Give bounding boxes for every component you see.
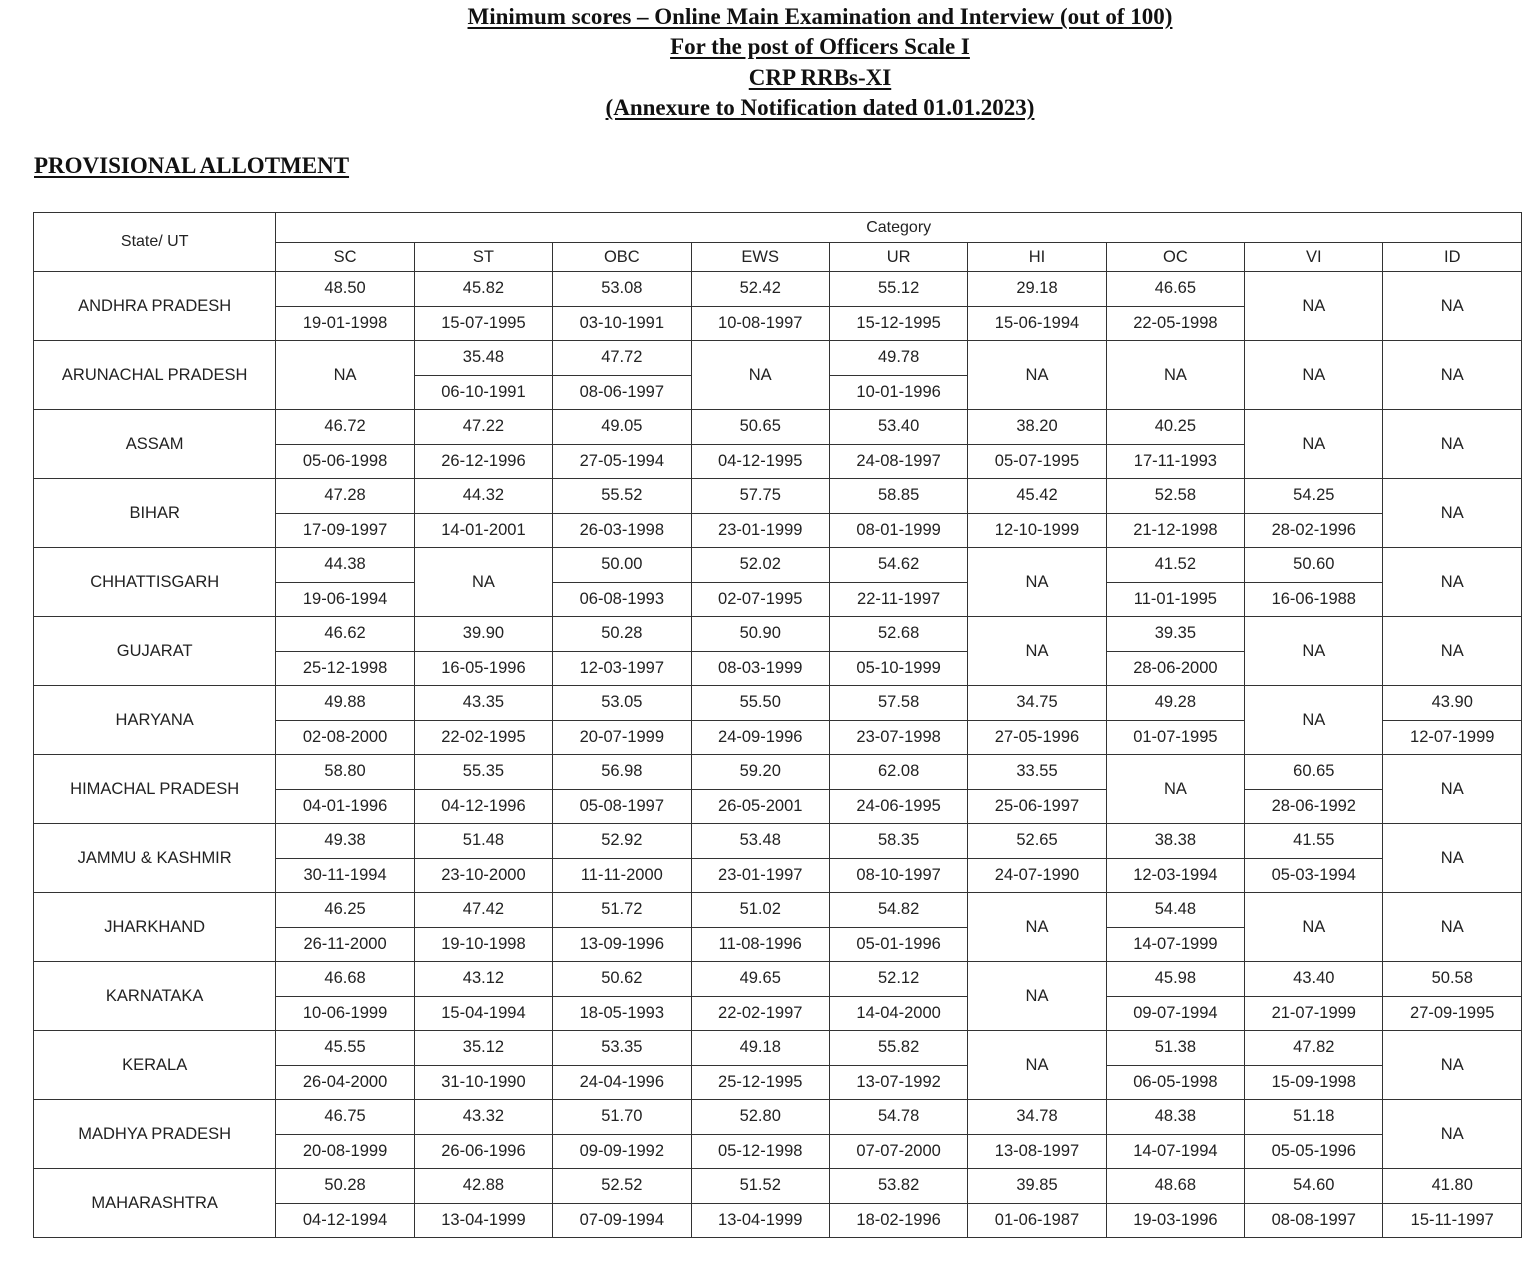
score-cell: 38.20 xyxy=(968,410,1106,445)
date-cell: 18-02-1996 xyxy=(829,1203,967,1238)
score-cell: 52.42 xyxy=(691,272,829,307)
score-cell: 41.55 xyxy=(1245,824,1383,859)
score-cell: 51.70 xyxy=(553,1100,691,1135)
date-cell: 10-08-1997 xyxy=(691,306,829,341)
date-cell: 05-06-1998 xyxy=(276,444,414,479)
column-header-sc: SC xyxy=(276,243,414,272)
date-cell: 24-06-1995 xyxy=(829,789,967,824)
date-cell: 10-01-1996 xyxy=(829,375,967,410)
na-cell: NA xyxy=(276,341,414,410)
column-header-obc: OBC xyxy=(553,243,691,272)
date-cell: 05-01-1996 xyxy=(829,927,967,962)
score-cell: 52.58 xyxy=(1106,479,1244,514)
table-row xyxy=(34,755,1522,790)
score-cell: 57.75 xyxy=(691,479,829,514)
score-cell: 53.82 xyxy=(829,1169,967,1204)
date-cell: 11-11-2000 xyxy=(553,858,691,893)
score-cell: 45.42 xyxy=(968,479,1106,514)
date-cell: 12-03-1997 xyxy=(553,651,691,686)
score-cell: 57.58 xyxy=(829,686,967,721)
date-cell: 27-05-1996 xyxy=(968,720,1106,755)
date-cell: 31-10-1990 xyxy=(414,1065,552,1100)
date-cell: 08-03-1999 xyxy=(691,651,829,686)
table-row xyxy=(34,1100,1522,1135)
score-cell: 46.75 xyxy=(276,1100,414,1135)
score-cell: 43.40 xyxy=(1245,962,1383,997)
state-name: CHHATTISGARH xyxy=(34,548,276,617)
date-cell: 26-05-2001 xyxy=(691,789,829,824)
date-cell: 11-08-1996 xyxy=(691,927,829,962)
score-cell: 49.38 xyxy=(276,824,414,859)
score-cell: 50.62 xyxy=(553,962,691,997)
score-cell: 51.18 xyxy=(1245,1100,1383,1135)
score-cell: 58.85 xyxy=(829,479,967,514)
score-cell: 41.80 xyxy=(1383,1169,1522,1204)
score-cell: 50.58 xyxy=(1383,962,1522,997)
score-cell: 50.90 xyxy=(691,617,829,652)
date-cell: 14-07-1994 xyxy=(1106,1134,1244,1169)
na-cell: NA xyxy=(968,617,1106,686)
na-cell: NA xyxy=(1245,410,1383,479)
score-cell: 43.35 xyxy=(414,686,552,721)
state-name: GUJARAT xyxy=(34,617,276,686)
title-line-1: Minimum scores – Online Main Examination and Interview (out of 100) xyxy=(467,4,1173,29)
date-cell: 15-11-1997 xyxy=(1383,1203,1522,1238)
score-cell: 42.88 xyxy=(414,1169,552,1204)
score-cell: 56.98 xyxy=(553,755,691,790)
score-cell: 45.98 xyxy=(1106,962,1244,997)
score-cell: 50.00 xyxy=(553,548,691,583)
score-cell: 39.35 xyxy=(1106,617,1244,652)
state-name: JHARKHAND xyxy=(34,893,276,962)
date-cell: 09-09-1992 xyxy=(553,1134,691,1169)
date-cell: 24-07-1990 xyxy=(968,858,1106,893)
na-cell: NA xyxy=(968,962,1106,1031)
date-cell: 04-12-1994 xyxy=(276,1203,414,1238)
na-cell: NA xyxy=(1383,548,1522,617)
date-cell: 23-01-1997 xyxy=(691,858,829,893)
date-cell: 05-03-1994 xyxy=(1245,858,1383,893)
na-cell: NA xyxy=(1383,479,1522,548)
date-cell: 12-07-1999 xyxy=(1383,720,1522,755)
score-cell: 55.12 xyxy=(829,272,967,307)
date-cell: 19-03-1996 xyxy=(1106,1203,1244,1238)
date-cell: 10-06-1999 xyxy=(276,996,414,1031)
na-cell: NA xyxy=(1383,410,1522,479)
score-cell: 54.60 xyxy=(1245,1169,1383,1204)
date-cell: 09-07-1994 xyxy=(1106,996,1244,1031)
title-line-4: (Annexure to Notification dated 01.01.2023) xyxy=(605,95,1035,121)
na-cell: NA xyxy=(1383,1100,1522,1169)
date-cell: 22-02-1997 xyxy=(691,996,829,1031)
date-cell: 06-10-1991 xyxy=(414,375,552,410)
na-cell: NA xyxy=(968,341,1106,410)
date-cell: 21-12-1998 xyxy=(1106,513,1244,548)
table-row xyxy=(34,962,1522,997)
score-cell: 50.65 xyxy=(691,410,829,445)
score-cell: 49.05 xyxy=(553,410,691,445)
date-cell: 15-12-1995 xyxy=(829,306,967,341)
date-cell: 15-06-1994 xyxy=(968,306,1106,341)
date-cell: 15-07-1995 xyxy=(414,306,552,341)
table-row xyxy=(34,548,1522,583)
date-cell: 19-06-1994 xyxy=(276,582,414,617)
score-cell: 49.88 xyxy=(276,686,414,721)
na-cell: NA xyxy=(1383,617,1522,686)
date-cell: 22-02-1995 xyxy=(414,720,552,755)
score-cell: 50.28 xyxy=(276,1169,414,1204)
table-row xyxy=(34,479,1522,514)
score-cell: 51.48 xyxy=(414,824,552,859)
date-cell: 23-07-1998 xyxy=(829,720,967,755)
date-cell: 28-06-2000 xyxy=(1106,651,1244,686)
score-cell: 52.80 xyxy=(691,1100,829,1135)
score-cell: 35.48 xyxy=(414,341,552,376)
na-cell: NA xyxy=(1245,341,1383,410)
score-cell: 55.82 xyxy=(829,1031,967,1066)
score-cell: 50.28 xyxy=(553,617,691,652)
score-cell: 58.35 xyxy=(829,824,967,859)
date-cell: 26-04-2000 xyxy=(276,1065,414,1100)
date-cell: 05-10-1999 xyxy=(829,651,967,686)
date-cell: 28-02-1996 xyxy=(1245,513,1383,548)
table-row xyxy=(34,617,1522,652)
title-line-3: CRP RRBs-XI xyxy=(748,64,892,90)
score-cell: 53.40 xyxy=(829,410,967,445)
score-cell: 55.35 xyxy=(414,755,552,790)
table-row xyxy=(34,341,1522,376)
date-cell: 24-08-1997 xyxy=(829,444,967,479)
score-cell: 52.65 xyxy=(968,824,1106,859)
date-cell: 03-10-1991 xyxy=(553,306,691,341)
date-cell: 05-08-1997 xyxy=(553,789,691,824)
score-cell: 55.52 xyxy=(553,479,691,514)
date-cell: 12-10-1999 xyxy=(968,513,1106,548)
date-cell: 18-05-1993 xyxy=(553,996,691,1031)
date-cell: 17-09-1997 xyxy=(276,513,414,548)
date-cell: 13-04-1999 xyxy=(414,1203,552,1238)
date-cell: 16-05-1996 xyxy=(414,651,552,686)
date-cell: 15-04-1994 xyxy=(414,996,552,1031)
date-cell: 12-03-1994 xyxy=(1106,858,1244,893)
date-cell: 16-06-1988 xyxy=(1245,582,1383,617)
na-cell: NA xyxy=(414,548,552,617)
score-cell: 39.85 xyxy=(968,1169,1106,1204)
date-cell: 24-04-1996 xyxy=(553,1065,691,1100)
date-cell: 08-01-1999 xyxy=(829,513,967,548)
date-cell: 19-01-1998 xyxy=(276,306,414,341)
state-name: HIMACHAL PRADESH xyxy=(34,755,276,824)
score-cell: 54.25 xyxy=(1245,479,1383,514)
date-cell: 21-07-1999 xyxy=(1245,996,1383,1031)
score-cell: 52.68 xyxy=(829,617,967,652)
na-cell: NA xyxy=(1245,617,1383,686)
state-name: ASSAM xyxy=(34,410,276,479)
date-cell: 25-06-1997 xyxy=(968,789,1106,824)
na-cell: NA xyxy=(968,548,1106,617)
column-header-oc: OC xyxy=(1106,243,1244,272)
score-cell: 49.65 xyxy=(691,962,829,997)
na-cell: NA xyxy=(1106,341,1244,410)
score-cell: 52.92 xyxy=(553,824,691,859)
column-header-ur: UR xyxy=(829,243,967,272)
score-cell: 47.82 xyxy=(1245,1031,1383,1066)
section-heading: PROVISIONAL ALLOTMENT xyxy=(34,153,350,178)
score-cell: 38.38 xyxy=(1106,824,1244,859)
date-cell: 08-08-1997 xyxy=(1245,1203,1383,1238)
date-cell: 17-11-1993 xyxy=(1106,444,1244,479)
score-cell: 29.18 xyxy=(968,272,1106,307)
score-cell: 35.12 xyxy=(414,1031,552,1066)
table-row xyxy=(34,1169,1522,1204)
score-cell: 51.52 xyxy=(691,1169,829,1204)
score-cell: 46.72 xyxy=(276,410,414,445)
date-cell: 05-05-1996 xyxy=(1245,1134,1383,1169)
date-cell: 13-07-1992 xyxy=(829,1065,967,1100)
date-cell: 28-06-1992 xyxy=(1245,789,1383,824)
date-cell: 01-06-1987 xyxy=(968,1203,1106,1238)
na-cell: NA xyxy=(691,341,829,410)
title-line-2: For the post of Officers Scale I xyxy=(670,34,970,60)
date-cell: 04-12-1996 xyxy=(414,789,552,824)
date-cell: 02-08-2000 xyxy=(276,720,414,755)
document-title xyxy=(0,2,1522,124)
score-cell: 54.48 xyxy=(1106,893,1244,928)
score-cell: 55.50 xyxy=(691,686,829,721)
date-cell: 11-01-1995 xyxy=(1106,582,1244,617)
score-cell: 41.52 xyxy=(1106,548,1244,583)
date-cell: 04-01-1996 xyxy=(276,789,414,824)
table-row xyxy=(34,1031,1522,1066)
date-cell: 24-09-1996 xyxy=(691,720,829,755)
score-cell: 54.78 xyxy=(829,1100,967,1135)
date-cell: 22-05-1998 xyxy=(1106,306,1244,341)
state-name: JAMMU & KASHMIR xyxy=(34,824,276,893)
date-cell: 30-11-1994 xyxy=(276,858,414,893)
score-cell: 46.62 xyxy=(276,617,414,652)
na-cell: NA xyxy=(1383,893,1522,962)
score-cell: 53.35 xyxy=(553,1031,691,1066)
date-cell: 23-10-2000 xyxy=(414,858,552,893)
score-cell: 51.02 xyxy=(691,893,829,928)
category-header: Category xyxy=(276,213,1522,243)
column-header-vi: VI xyxy=(1245,243,1383,272)
date-cell: 20-07-1999 xyxy=(553,720,691,755)
allotment-table xyxy=(33,212,1522,1238)
score-cell: 48.68 xyxy=(1106,1169,1244,1204)
score-cell: 49.78 xyxy=(829,341,967,376)
table-row xyxy=(34,824,1522,859)
na-cell: NA xyxy=(1383,1031,1522,1100)
na-cell: NA xyxy=(968,1031,1106,1100)
score-cell: 60.65 xyxy=(1245,755,1383,790)
date-cell: 05-12-1998 xyxy=(691,1134,829,1169)
score-cell: 44.32 xyxy=(414,479,552,514)
date-cell: 06-05-1998 xyxy=(1106,1065,1244,1100)
date-cell: 26-12-1996 xyxy=(414,444,552,479)
date-cell: 01-07-1995 xyxy=(1106,720,1244,755)
score-cell: 40.25 xyxy=(1106,410,1244,445)
na-cell: NA xyxy=(1383,824,1522,893)
na-cell: NA xyxy=(1383,272,1522,341)
score-cell: 46.25 xyxy=(276,893,414,928)
date-cell: 06-08-1993 xyxy=(553,582,691,617)
table-body xyxy=(34,272,1522,1238)
score-cell: 43.90 xyxy=(1383,686,1522,721)
date-cell: 08-06-1997 xyxy=(553,375,691,410)
score-cell: 48.38 xyxy=(1106,1100,1244,1135)
state-name: KERALA xyxy=(34,1031,276,1100)
date-cell: 26-06-1996 xyxy=(414,1134,552,1169)
score-cell: 39.90 xyxy=(414,617,552,652)
score-cell: 62.08 xyxy=(829,755,967,790)
score-cell: 47.42 xyxy=(414,893,552,928)
state-name: HARYANA xyxy=(34,686,276,755)
date-cell: 15-09-1998 xyxy=(1245,1065,1383,1100)
score-cell: 44.38 xyxy=(276,548,414,583)
date-cell: 27-05-1994 xyxy=(553,444,691,479)
state-name: BIHAR xyxy=(34,479,276,548)
state-name: ANDHRA PRADESH xyxy=(34,272,276,341)
column-header-ews: EWS xyxy=(691,243,829,272)
date-cell: 04-12-1995 xyxy=(691,444,829,479)
table-row xyxy=(34,410,1522,445)
date-cell: 22-11-1997 xyxy=(829,582,967,617)
score-cell: 46.65 xyxy=(1106,272,1244,307)
score-cell: 53.08 xyxy=(553,272,691,307)
column-header-hi: HI xyxy=(968,243,1106,272)
score-cell: 45.55 xyxy=(276,1031,414,1066)
score-cell: 54.82 xyxy=(829,893,967,928)
score-cell: 50.60 xyxy=(1245,548,1383,583)
na-cell: NA xyxy=(1245,272,1383,341)
column-header-id: ID xyxy=(1383,243,1522,272)
score-cell: 52.12 xyxy=(829,962,967,997)
score-cell: 58.80 xyxy=(276,755,414,790)
score-cell: 51.38 xyxy=(1106,1031,1244,1066)
score-cell: 33.55 xyxy=(968,755,1106,790)
date-cell: 07-07-2000 xyxy=(829,1134,967,1169)
score-cell: 52.52 xyxy=(553,1169,691,1204)
na-cell: NA xyxy=(968,893,1106,962)
na-cell: NA xyxy=(1383,755,1522,824)
score-cell: 59.20 xyxy=(691,755,829,790)
table-row xyxy=(34,272,1522,307)
date-cell: 25-12-1995 xyxy=(691,1065,829,1100)
score-cell: 53.48 xyxy=(691,824,829,859)
score-cell: 43.12 xyxy=(414,962,552,997)
state-name: ARUNACHAL PRADESH xyxy=(34,341,276,410)
score-cell: 49.28 xyxy=(1106,686,1244,721)
score-cell: 51.72 xyxy=(553,893,691,928)
state-name: KARNATAKA xyxy=(34,962,276,1031)
score-cell: 34.78 xyxy=(968,1100,1106,1135)
na-cell: NA xyxy=(1245,686,1383,755)
score-cell: 49.18 xyxy=(691,1031,829,1066)
date-cell: 27-09-1995 xyxy=(1383,996,1522,1031)
date-cell: 20-08-1999 xyxy=(276,1134,414,1169)
date-cell: 13-08-1997 xyxy=(968,1134,1106,1169)
date-cell: 25-12-1998 xyxy=(276,651,414,686)
date-cell: 13-04-1999 xyxy=(691,1203,829,1238)
date-cell: 23-01-1999 xyxy=(691,513,829,548)
date-cell: 07-09-1994 xyxy=(553,1203,691,1238)
na-cell: NA xyxy=(1245,893,1383,962)
score-cell: 54.62 xyxy=(829,548,967,583)
na-cell: NA xyxy=(1383,341,1522,410)
table-row xyxy=(34,893,1522,928)
state-name: MADHYA PRADESH xyxy=(34,1100,276,1169)
date-cell: 26-03-1998 xyxy=(553,513,691,548)
date-cell: 13-09-1996 xyxy=(553,927,691,962)
score-cell: 52.02 xyxy=(691,548,829,583)
date-cell: 14-01-2001 xyxy=(414,513,552,548)
column-header-st: ST xyxy=(414,243,552,272)
date-cell: 14-04-2000 xyxy=(829,996,967,1031)
date-cell: 26-11-2000 xyxy=(276,927,414,962)
date-cell: 14-07-1999 xyxy=(1106,927,1244,962)
score-cell: 34.75 xyxy=(968,686,1106,721)
date-cell: 02-07-1995 xyxy=(691,582,829,617)
score-cell: 45.82 xyxy=(414,272,552,307)
score-cell: 47.28 xyxy=(276,479,414,514)
date-cell: 05-07-1995 xyxy=(968,444,1106,479)
score-cell: 53.05 xyxy=(553,686,691,721)
score-cell: 48.50 xyxy=(276,272,414,307)
score-cell: 47.22 xyxy=(414,410,552,445)
state-column-header: State/ UT xyxy=(34,213,276,272)
date-cell: 19-10-1998 xyxy=(414,927,552,962)
score-cell: 43.32 xyxy=(414,1100,552,1135)
date-cell: 08-10-1997 xyxy=(829,858,967,893)
na-cell: NA xyxy=(1106,755,1244,824)
state-name: MAHARASHTRA xyxy=(34,1169,276,1238)
score-cell: 46.68 xyxy=(276,962,414,997)
score-cell: 47.72 xyxy=(553,341,691,376)
table-row xyxy=(34,686,1522,721)
